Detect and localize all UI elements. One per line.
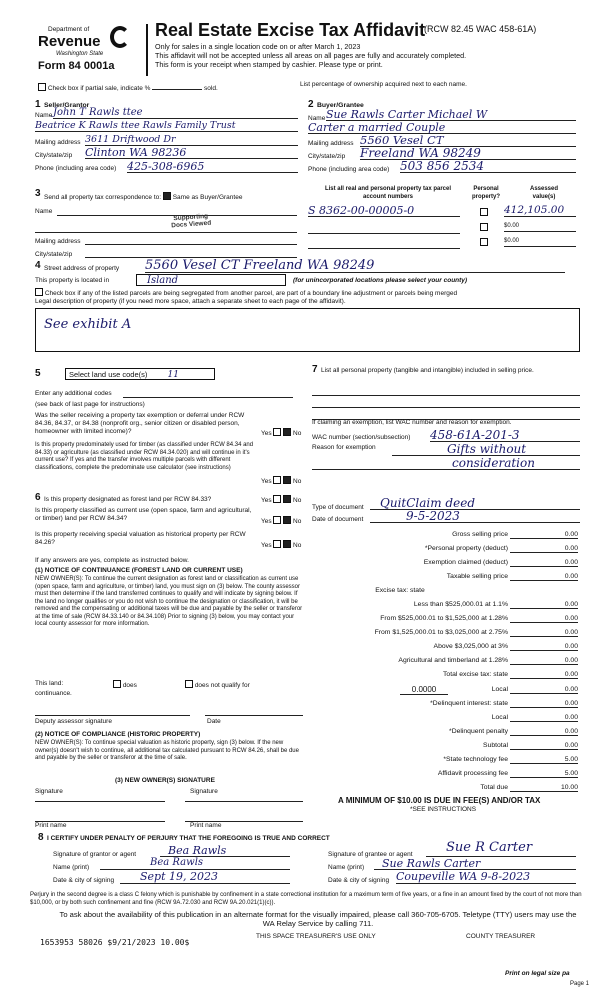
- continuance-label: continuance.: [35, 690, 72, 697]
- section3-name2[interactable]: [35, 224, 297, 233]
- buyer-name-label: Name: [308, 115, 326, 122]
- parcel-2-value[interactable]: $0.00: [504, 223, 576, 232]
- section7-block: [312, 364, 582, 534]
- section5-number: 5: [35, 368, 41, 379]
- tax-row-label: Taxable selling price: [446, 573, 508, 580]
- tax-row-label: From $525,000.01 to $1,525,000 at 1.28%: [380, 615, 508, 622]
- partial-sale-label: Check box if partial sale, indicate %: [47, 85, 151, 92]
- new-owner-sig1-label: Signature: [35, 788, 63, 795]
- street-address[interactable]: 5560 Vesel CT Freeland WA 98249: [145, 258, 565, 273]
- section4-number: 4: [35, 260, 41, 271]
- seller-city-label: City/state/zip: [35, 152, 73, 159]
- buyer-heading: Buyer/Grantee: [317, 102, 364, 109]
- buyer-name1[interactable]: Sue Rawls Carter Michael W: [326, 108, 576, 121]
- seller-name1[interactable]: John T Rawls ttee: [53, 107, 298, 119]
- notice1-title: (1) NOTICE OF CONTINUANCE (FOREST LAND OR CURRENT USE): [35, 567, 243, 574]
- q-timber-yes-label: Yes: [261, 478, 272, 485]
- deputy-signature-label: Deputy assessor signature: [35, 718, 112, 725]
- grantee-date-label: Date & city of signing: [328, 877, 390, 884]
- doc-type[interactable]: QuitClaim deed: [370, 496, 580, 510]
- wac-label: WAC number (section/subsection): [312, 434, 411, 441]
- parcel-2-personal-checkbox[interactable]: [480, 223, 488, 231]
- land-does-not-label: does not qualify for: [194, 682, 250, 689]
- q-special-no-label: No: [293, 542, 302, 549]
- header-sub1: Only for sales in a single location code on or after March 1, 2023: [155, 42, 361, 51]
- notice2-text: NEW OWNER(S): To continue special valuation as historic property, sign (3) below. If the new owner(s) doesn't wish to continue, all additional tax calculated pursuant to RCW 84.26, shall be due and payable by the seller or transferor at the time of sale.: [35, 740, 299, 761]
- new-owner-sig2-label: Signature: [190, 788, 218, 795]
- q-forest: Is this property designated as forest land per RCW 84.33?: [44, 496, 212, 503]
- q-current-answer: [261, 516, 301, 526]
- tax-row2-value[interactable]: 0.00: [510, 742, 578, 750]
- tax-row-value[interactable]: 0.00: [510, 545, 578, 553]
- tax-row2-value[interactable]: 0.00: [510, 714, 578, 722]
- local-value[interactable]: 0.00: [510, 686, 578, 694]
- buyer-city[interactable]: Freeland WA 98249: [360, 146, 576, 160]
- land-use-code: 11: [167, 370, 179, 380]
- page-number: Page 1: [570, 981, 590, 987]
- seller-heading: Seller/Grantor: [44, 102, 90, 109]
- grantor-name-label: Name (print): [53, 864, 90, 871]
- section4-block: [35, 258, 580, 358]
- land-use-label: Select land use code(s): [69, 370, 148, 379]
- tax-row-label: From $1,525,000.01 to $3,025,000 at 2.75%: [374, 629, 508, 636]
- notice2-title: (2) NOTICE OF COMPLIANCE (HISTORIC PROPERTY): [35, 731, 201, 738]
- partial-sale-pct[interactable]: [152, 89, 202, 90]
- county-select[interactable]: Island: [136, 274, 286, 286]
- tax-row-value[interactable]: 0.00: [510, 615, 578, 623]
- q-current-yes-checkbox[interactable]: [273, 516, 281, 524]
- tax-row-value[interactable]: 0.00: [510, 559, 578, 567]
- q-timber-yes-checkbox[interactable]: [273, 476, 281, 484]
- tax-row2-label: Subtotal: [483, 742, 508, 749]
- tax-row-value[interactable]: 0.00: [510, 629, 578, 637]
- new-owner-print2-label: Print name: [190, 822, 222, 829]
- q-forest-answer: [261, 495, 301, 505]
- q-current-no-label: No: [293, 518, 302, 525]
- section1-number: 1: [35, 99, 41, 110]
- tax-row-label: Excise tax: state: [375, 587, 425, 594]
- segregate-label: Check box if any of the listed parcels are being segregated from another parcel, are part of a boundary line adjustment or parcels being merged: [44, 290, 458, 297]
- parcel-3[interactable]: [308, 241, 460, 249]
- tax-row2-label: *State technology fee: [443, 756, 508, 763]
- alt-format-note: To ask about the availability of this publication in an alternate format for the visually impaired, please call 360-705-6705. Teletype (TTY) users may use the WA Relay Service by calling 711.: [59, 910, 577, 928]
- parcel-3-value[interactable]: $0.00: [504, 238, 576, 247]
- reason-line2[interactable]: consideration: [312, 456, 580, 470]
- land-use-select[interactable]: [65, 368, 215, 380]
- dept-line1: Department of: [48, 26, 90, 33]
- parcel-2[interactable]: [308, 226, 460, 234]
- perjury-note: [30, 892, 590, 907]
- q-current-yes-label: Yes: [261, 518, 272, 525]
- buyer-block: [308, 97, 578, 179]
- buyer-phone-label: Phone (including area code): [308, 166, 390, 173]
- new-owner-print1-label: Print name: [35, 822, 67, 829]
- grantee-sig-label: Signature of grantee or agent: [328, 851, 413, 858]
- q-exempt-no-checkbox[interactable]: [283, 428, 291, 436]
- grantor-name[interactable]: Bea Rawls: [100, 857, 290, 870]
- parcel-1[interactable]: S 8362-00-00005-0: [308, 204, 460, 217]
- notice3-title: (3) NEW OWNER(S) SIGNATURE: [115, 777, 215, 784]
- q-forest-yes-label: Yes: [261, 497, 272, 504]
- tax-row-label: Above $3,025,000 at 3%: [433, 643, 508, 650]
- supporting-docs-stamp: Supporting Docs Viewed: [171, 212, 212, 230]
- tax-row-value[interactable]: 0.00: [510, 643, 578, 651]
- unincorporated-note: (for unincorporated locations please select your county): [293, 277, 468, 284]
- tax-row2-label: Local: [491, 714, 508, 721]
- same-as-buyer-checkbox[interactable]: [163, 192, 171, 200]
- exemption-claim-note: If claiming an exemption, list WAC number and reason for exemption.: [312, 419, 512, 426]
- section3-mailing-label: Mailing address: [35, 238, 81, 245]
- seller-name2[interactable]: Beatrice K Rawls ttee Rawls Family Trust: [35, 120, 298, 132]
- section3-number: 3: [35, 188, 41, 199]
- partial-sale-row: [38, 83, 298, 93]
- reason-line1[interactable]: Gifts without: [392, 442, 580, 456]
- q-special-yes-label: Yes: [261, 542, 272, 549]
- tax-row2-value[interactable]: 10.00: [510, 784, 578, 792]
- grantor-date[interactable]: Sept 19, 2023: [120, 870, 290, 884]
- q-current-no-checkbox[interactable]: [283, 516, 291, 524]
- header-sub3: This form is your receipt when stamped by cashier. Please type or print.: [155, 60, 383, 69]
- tax-row2-label: Affidavit processing fee: [437, 770, 508, 777]
- section3-mailing[interactable]: [85, 236, 297, 245]
- tax-row-label: Exemption claimed (deduct): [423, 559, 508, 566]
- form-rcw: (RCW 82.45 WAC 458-61A): [424, 24, 537, 34]
- form-number: Form 84 0001a: [38, 60, 115, 72]
- tax-row-value[interactable]: 0.00: [510, 573, 578, 581]
- additional-codes-input[interactable]: [123, 390, 293, 398]
- q-special: Is this property receiving special valuation as historical property per RCW 84.26?: [35, 531, 246, 546]
- local-rate[interactable]: 0.0000: [400, 685, 448, 695]
- buyer-name2[interactable]: Carter a married Couple: [308, 121, 576, 134]
- treasurer-only: THIS SPACE TREASURER'S USE ONLY: [256, 933, 376, 940]
- same-as-buyer-label: Same as Buyer/Grantee: [172, 194, 243, 201]
- section7-number: 7: [312, 364, 318, 375]
- section3-text: Send all property tax correspondence to:: [44, 194, 162, 201]
- seller-phone-label: Phone (including area code): [35, 165, 117, 172]
- parcels-header-list: List all real and personal property tax parcel account numbers: [324, 186, 452, 200]
- dept-line2: Revenue: [38, 33, 101, 50]
- section6-number: 6: [35, 492, 41, 503]
- q-forest-yes-checkbox[interactable]: [273, 495, 281, 503]
- reason-label: Reason for exemption: [312, 444, 376, 451]
- section3-name-label: Name: [35, 208, 53, 215]
- dept-line3: Washington State: [56, 51, 104, 57]
- seller-phone[interactable]: 425-308-6965: [127, 160, 298, 173]
- tax-row-label: *Personal property (deduct): [424, 545, 508, 552]
- print-legal: Print on legal size pa: [505, 970, 570, 977]
- logo-swirl-icon: [110, 26, 130, 48]
- q-exempt-answer: [261, 428, 301, 438]
- header-sub2: This affidavit will not be accepted unless all areas on all pages are fully and accurately completed.: [155, 51, 467, 60]
- grantor-sig-label: Signature of grantor or agent: [53, 851, 137, 858]
- tax-row2-value[interactable]: 0.00: [510, 700, 578, 708]
- partial-sale-sold: sold.: [204, 85, 218, 92]
- buyer-mailing[interactable]: 5560 Vesel CT: [360, 133, 576, 147]
- seller-mailing[interactable]: 3611 Driftwood Dr: [85, 134, 298, 146]
- doc-date-label: Date of document: [312, 516, 364, 523]
- located-label: This property is located in: [35, 277, 110, 284]
- tax-row2-value[interactable]: 5.00: [510, 756, 578, 764]
- tax-row2-label: *Delinquent interest: state: [430, 700, 508, 707]
- q-current: Is this property classified as current use (open space, farm and agricultural, or timber) land per RCW 84.34?: [35, 507, 252, 522]
- tax-row-value[interactable]: 0.00: [510, 657, 578, 665]
- tax-row-label: Agricultural and timberland at 1.28%: [398, 657, 508, 664]
- seller-block: [35, 97, 300, 179]
- parcel-1-personal-checkbox[interactable]: [480, 208, 488, 216]
- tax-row-label: Gross selling price: [452, 531, 508, 538]
- tax-row-label: Total excise tax: state: [443, 671, 508, 678]
- tax-row-value[interactable]: 0.00: [510, 601, 578, 609]
- receipt-stamp: 1653953 58026 $9/21/2023 10.00$: [40, 938, 190, 947]
- tax-row2-label: *Delinquent penalty: [449, 728, 508, 735]
- tax-row2-value[interactable]: 5.00: [510, 770, 578, 778]
- legal-label: Legal description of property (if you need more space, attach a separate sheet to each page of the affidavit).: [35, 298, 346, 305]
- seller-name-label: Name: [35, 112, 53, 119]
- grantee-name[interactable]: Sue Rawls Carter: [374, 857, 576, 870]
- header-divider: [146, 24, 148, 76]
- section3-city[interactable]: [85, 249, 297, 258]
- see-instructions: *SEE INSTRUCTIONS: [410, 806, 477, 813]
- tax-row-value[interactable]: 0.00: [510, 671, 578, 679]
- tax-row-label: Less than $525,000.01 at 1.1%: [413, 601, 508, 608]
- parcels-header-value: Assessed value(s): [529, 186, 559, 200]
- q-exempt-yes-checkbox[interactable]: [273, 428, 281, 436]
- q-timber-no-label: No: [293, 478, 302, 485]
- form-title: Real Estate Excise Tax Affidavit: [155, 20, 426, 40]
- parcels-block: [308, 186, 580, 254]
- doc-type-label: Type of document: [312, 504, 364, 511]
- certify-heading: I CERTIFY UNDER PENALTY OF PERJURY THAT THE FOREGOING IS TRUE AND CORRECT: [47, 835, 330, 842]
- wac-number[interactable]: 458-61A-201-3: [430, 428, 580, 442]
- legal-description[interactable]: See exhibit A: [35, 308, 580, 352]
- buyer-mailing-label: Mailing address: [308, 140, 354, 147]
- minimum-due: A MINIMUM OF $10.00 IS DUE IN FEE(S) AND/OR TAX: [338, 796, 541, 805]
- section5-block: [35, 366, 310, 486]
- parcel-1-value[interactable]: 412,105.00: [504, 204, 576, 217]
- q-exempt: Was the seller receiving a property tax exemption or deferral under RCW 84.36, 84.37, or 84.38 (nonprofit org., senior citizen or disabled person, homeowner with limited income)?: [35, 412, 245, 435]
- notice1-text: NEW OWNER(S): To continue the current designation as forest land or classification as current use (open space, farm and agriculture, or timber) land, you must sign on (3) below. The county assessor must then determine if the land transferred continues to qualify and will indicate by signing below. If the land no longer qualifies or you do not wish to continue the designation or classification, it will be removed and the compensating or additional taxes will be due and payable by the seller or transferor at the time of sale (RCW 84.33.140 or 84.34.108) Prior to signing (3) below, you may contact your local county assessor for more information.: [35, 576, 303, 627]
- q-timber: Is this property predominately used for timber (as classified under RCW 84.34 and 84.33) or agriculture (as classified under RCW 84.34.020) and will continue in it's current use? If yes and the transfer involves multiple parcels with different classifications, complete the predominate use calculator (see instructions): [35, 442, 254, 471]
- q-exempt-no-label: No: [293, 430, 302, 437]
- personal-property-line1[interactable]: [312, 388, 580, 396]
- if-yes-note: If any answers are yes, complete as instructed below.: [35, 557, 189, 564]
- this-land-label: This land:: [35, 680, 64, 687]
- buyer-phone[interactable]: 503 856 2534: [400, 159, 576, 173]
- local-label: Local: [491, 686, 508, 693]
- q-forest-no-checkbox[interactable]: [283, 495, 291, 503]
- q-timber-answer: [261, 476, 301, 486]
- additional-codes-note: (see back of last page for instructions): [35, 401, 145, 408]
- grantor-date-label: Date & city of signing: [53, 877, 115, 884]
- tax-row2-label: Total due: [480, 784, 508, 791]
- q-timber-no-checkbox[interactable]: [283, 476, 291, 484]
- section3-block: [35, 186, 305, 260]
- parcel-3-personal-checkbox[interactable]: [480, 238, 488, 246]
- section3-label: [44, 192, 304, 202]
- grantee-signature[interactable]: Sue R Carter: [426, 840, 576, 857]
- county-treasurer: COUNTY TREASURER: [466, 933, 536, 940]
- doc-date[interactable]: 9-5-2023: [370, 509, 580, 523]
- parcels-header-personal: Personal property?: [471, 186, 500, 200]
- seller-city[interactable]: Clinton WA 98236: [85, 146, 298, 159]
- land-does-label: does: [122, 682, 137, 689]
- q-forest-no-label: No: [293, 497, 302, 504]
- section8-number: 8: [38, 832, 44, 843]
- tax-row-value[interactable]: 0.00: [510, 531, 578, 539]
- personal-property-line2[interactable]: [312, 400, 580, 408]
- street-label: Street address of property: [44, 265, 120, 272]
- tax-row2-value[interactable]: 0.00: [510, 728, 578, 736]
- pct-ownership-note: List percentage of ownership acquired next to each name.: [300, 81, 467, 88]
- section3-city-label: City/state/zip: [35, 251, 73, 258]
- q-exempt-yes-label: Yes: [261, 430, 272, 437]
- buyer-city-label: City/state/zip: [308, 153, 346, 160]
- partial-sale-checkbox[interactable]: [38, 83, 46, 91]
- segregate-checkbox[interactable]: [35, 288, 43, 296]
- deputy-date-label: Date: [207, 718, 221, 725]
- grantor-signature[interactable]: Bea Rawls: [160, 844, 290, 857]
- tax-table: [0, 528, 600, 828]
- section8-block: [38, 832, 583, 890]
- perjury-text: Perjury in the second degree is a class C felony which is punishable by confinement in a state correctional institution for a maximum term of five years, or a fine in an amount fixed by the court of not more than $10,000, or by both such confinement and fine (RCW 9A.72.030 and RCW 9A.20.021(1)(c)).: [30, 892, 582, 906]
- personal-property-label: List all personal property (tangible and intangible) included in selling price.: [321, 367, 534, 374]
- seller-mailing-label: Mailing address: [35, 139, 81, 146]
- additional-codes-label: Enter any additional codes: [35, 390, 112, 397]
- grantee-date[interactable]: Coupeville WA 9-8-2023: [396, 870, 576, 884]
- dor-logo: [38, 26, 130, 78]
- grantee-name-label: Name (print): [328, 864, 365, 871]
- section2-number: 2: [308, 99, 314, 110]
- segregate-row: [35, 288, 580, 298]
